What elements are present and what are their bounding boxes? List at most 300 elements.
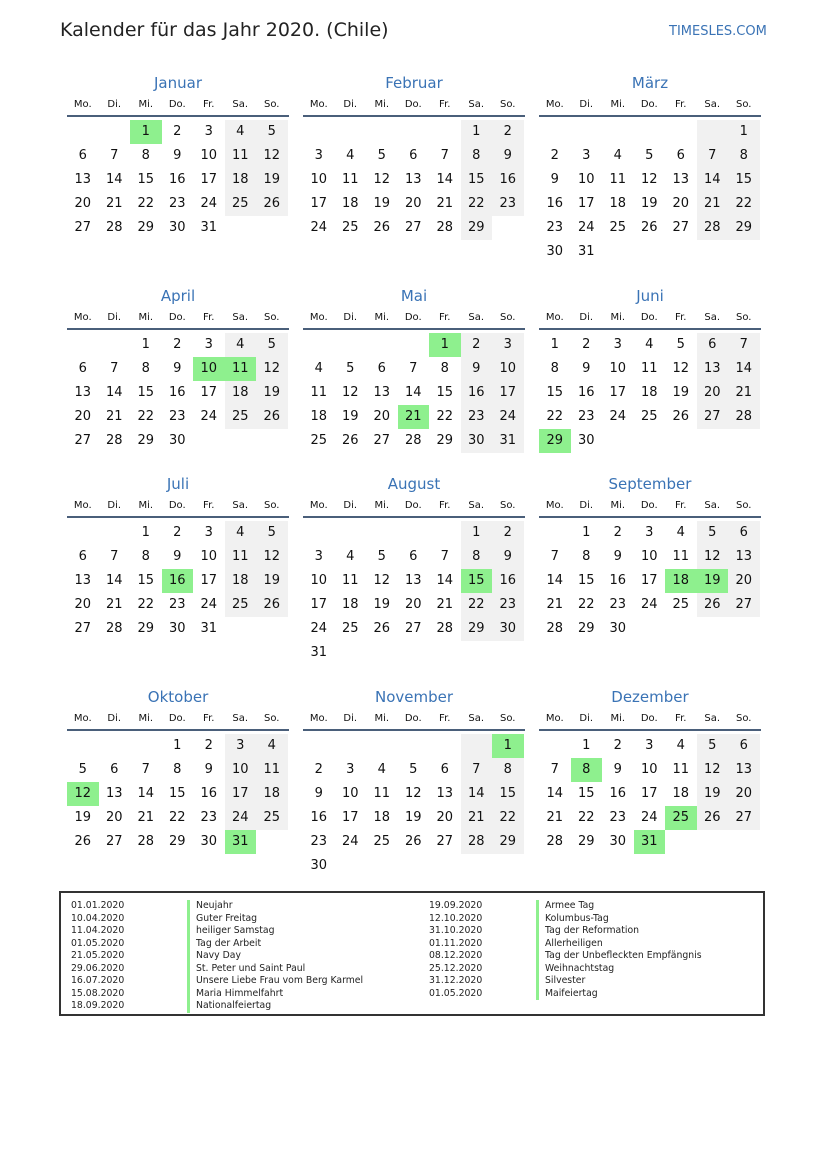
day-cell: 18 [609, 196, 627, 211]
weekday-label: Sa. [468, 312, 485, 323]
weekday-label: Sa. [704, 99, 721, 110]
day-cell: 12 [672, 361, 690, 376]
empty-cell [303, 521, 335, 545]
day-cell: 20 [74, 409, 92, 424]
day-cell: 28 [697, 216, 729, 240]
day-cell: 11 [672, 762, 690, 777]
weekday-label: Fr. [203, 500, 215, 511]
legend-holiday-name: Armee Tag [536, 900, 702, 913]
day-cell: 4 [676, 738, 685, 753]
day-cell: 4 [225, 333, 257, 357]
day-cell: 30 [168, 220, 186, 235]
month-name: Dezember [611, 688, 689, 706]
day-cell: 10 [200, 148, 218, 163]
day-cell: 1 [461, 521, 493, 545]
empty-cell [398, 333, 430, 357]
day-cell: 14 [546, 573, 564, 588]
day-cell: 5 [409, 762, 418, 777]
day-cell: 1 [728, 120, 760, 144]
day-cell: 12 [404, 786, 422, 801]
day-cell: 3 [492, 333, 524, 357]
day-cell: 30 [168, 621, 186, 636]
day-cell: 26 [404, 834, 422, 849]
day-cell: 18 [640, 385, 658, 400]
day-cell: 5 [697, 734, 729, 758]
day-cell: 10 [200, 549, 218, 564]
day-cell: 21 [436, 196, 454, 211]
day-cell: 13 [105, 786, 123, 801]
day-cell: 19 [697, 782, 729, 806]
day-cell: 26 [256, 405, 288, 429]
day-cell: 2 [550, 148, 559, 163]
empty-cell [130, 734, 162, 758]
day-cell: 11 [310, 385, 328, 400]
weekday-label: Mi. [374, 312, 390, 323]
day-cell: 1 [582, 525, 591, 540]
day-grid [67, 518, 289, 641]
day-cell: 13 [74, 573, 92, 588]
weekday-label: Mo. [309, 713, 328, 724]
day-cell: 6 [728, 521, 760, 545]
day-cell: 20 [404, 196, 422, 211]
day-cell: 24 [492, 405, 524, 429]
weekday-label: Sa. [468, 713, 485, 724]
day-cell: 2 [582, 337, 591, 352]
weekday-label: Mo. [309, 312, 328, 323]
day-cell: 7 [110, 361, 119, 376]
legend-holiday-name: Kolumbus-Tag [536, 913, 702, 926]
day-cell: 26 [256, 593, 288, 617]
day-cell: 15 [137, 385, 155, 400]
legend-holiday-name: St. Peter und Saint Paul [187, 963, 363, 976]
empty-cell [602, 120, 634, 144]
weekday-label: Mi. [610, 713, 626, 724]
legend-date: 08.12.2020 [429, 950, 483, 961]
day-cell: 15 [728, 168, 760, 192]
day-cell: 28 [436, 220, 454, 235]
day-cell: 6 [78, 549, 87, 564]
holiday-day-cell: 15 [461, 569, 493, 593]
day-cell: 25 [225, 192, 257, 216]
day-cell: 31 [577, 244, 595, 259]
holiday-day-cell: 19 [697, 569, 729, 593]
day-cell: 20 [373, 409, 391, 424]
legend-holiday-name: Maifeiertag [536, 988, 702, 1001]
day-cell: 9 [492, 545, 524, 569]
weekday-label: Fr. [439, 312, 451, 323]
day-grid [303, 330, 525, 453]
day-cell: 17 [577, 196, 595, 211]
legend-date: 01.05.2020 [71, 937, 125, 949]
day-cell: 24 [200, 196, 218, 211]
day-cell: 3 [645, 525, 654, 540]
day-cell: 24 [225, 806, 257, 830]
day-cell: 2 [173, 525, 182, 540]
day-cell: 23 [577, 409, 595, 424]
day-cell: 9 [314, 786, 323, 801]
day-cell: 9 [461, 357, 493, 381]
weekday-label: Mo. [73, 99, 92, 110]
day-cell: 28 [137, 834, 155, 849]
day-cell: 25 [640, 409, 658, 424]
day-cell: 6 [78, 361, 87, 376]
day-cell: 24 [341, 834, 359, 849]
day-cell: 23 [310, 834, 328, 849]
day-cell: 15 [577, 573, 595, 588]
weekday-label: Mi. [610, 99, 626, 110]
day-cell: 18 [310, 409, 328, 424]
day-cell: 19 [672, 385, 690, 400]
day-cell: 18 [341, 597, 359, 612]
day-cell: 30 [609, 834, 627, 849]
day-cell: 27 [74, 433, 92, 448]
day-cell: 12 [341, 385, 359, 400]
weekday-label: So. [264, 312, 280, 323]
day-cell: 18 [672, 786, 690, 801]
empty-cell [398, 734, 430, 758]
day-cell: 3 [314, 549, 323, 564]
day-cell: 28 [105, 621, 123, 636]
day-grid [303, 117, 525, 240]
day-cell: 8 [141, 549, 150, 564]
legend-holiday-name: Unsere Liebe Frau vom Berg Karmel [187, 975, 363, 988]
day-cell: 21 [137, 810, 155, 825]
weekday-label: Do. [404, 713, 422, 724]
month-name: Oktober [147, 688, 209, 706]
weekday-label: Di. [579, 312, 594, 323]
weekday-label: Di. [107, 99, 122, 110]
day-cell: 23 [546, 220, 564, 235]
holiday-day-cell: 21 [398, 405, 430, 429]
month-3 [539, 72, 761, 264]
weekday-label: Di. [107, 713, 122, 724]
day-cell: 23 [168, 597, 186, 612]
day-cell: 20 [672, 196, 690, 211]
weekday-label: Do. [168, 99, 186, 110]
day-cell: 13 [404, 573, 422, 588]
month-name: August [387, 475, 441, 493]
day-cell: 16 [609, 573, 627, 588]
brand-link[interactable]: TIMESLES.COM [669, 24, 767, 39]
holiday-day-cell: 29 [539, 429, 571, 453]
empty-cell [398, 521, 430, 545]
day-cell: 11 [341, 172, 359, 187]
legend-holiday-name: Tag der Reformation [536, 925, 702, 938]
day-cell: 27 [74, 621, 92, 636]
day-cell: 27 [105, 834, 123, 849]
day-cell: 8 [173, 762, 182, 777]
day-cell: 6 [377, 361, 386, 376]
day-cell: 20 [728, 782, 760, 806]
day-cell: 26 [256, 192, 288, 216]
day-cell: 28 [728, 405, 760, 429]
day-cell: 12 [697, 545, 729, 569]
weekday-label: Do. [168, 312, 186, 323]
day-cell: 3 [204, 337, 213, 352]
legend-right-names [536, 900, 702, 1000]
day-cell: 27 [74, 220, 92, 235]
day-cell: 23 [492, 593, 524, 617]
weekday-label: Mi. [374, 99, 390, 110]
weekday-header [303, 497, 525, 518]
legend-holiday-name: Navy Day [187, 950, 363, 963]
day-cell: 8 [461, 144, 493, 168]
day-cell: 8 [728, 144, 760, 168]
day-cell: 13 [404, 172, 422, 187]
weekday-label: So. [736, 99, 752, 110]
day-cell: 2 [461, 333, 493, 357]
day-cell: 10 [310, 573, 328, 588]
day-cell: 25 [310, 433, 328, 448]
day-cell: 21 [728, 381, 760, 405]
day-cell: 5 [256, 521, 288, 545]
month-12 [539, 686, 761, 854]
month-10 [67, 686, 289, 854]
day-cell: 17 [640, 786, 658, 801]
day-cell: 2 [492, 521, 524, 545]
day-cell: 14 [105, 385, 123, 400]
day-cell: 21 [105, 196, 123, 211]
legend-date: 21.05.2020 [71, 950, 125, 961]
day-cell: 5 [78, 762, 87, 777]
weekday-label: Fr. [439, 500, 451, 511]
weekday-header [539, 309, 761, 330]
day-cell: 28 [404, 433, 422, 448]
weekday-label: So. [736, 312, 752, 323]
empty-cell [67, 734, 99, 758]
legend-date: 01.01.2020 [71, 900, 125, 911]
day-cell: 11 [609, 172, 627, 187]
weekday-label: Sa. [704, 500, 721, 511]
day-cell: 10 [492, 357, 524, 381]
day-cell: 9 [492, 144, 524, 168]
day-cell: 14 [137, 786, 155, 801]
empty-cell [67, 120, 99, 144]
weekday-label: Di. [579, 500, 594, 511]
day-cell: 14 [546, 786, 564, 801]
day-cell: 29 [577, 834, 595, 849]
month-9 [539, 473, 761, 641]
day-cell: 13 [436, 786, 454, 801]
day-cell: 28 [546, 621, 564, 636]
day-cell: 21 [436, 597, 454, 612]
day-cell: 21 [697, 192, 729, 216]
day-cell: 22 [577, 810, 595, 825]
weekday-label: Do. [640, 500, 658, 511]
day-cell: 19 [640, 196, 658, 211]
day-cell: 23 [492, 192, 524, 216]
day-cell: 3 [346, 762, 355, 777]
weekday-label: Mi. [610, 500, 626, 511]
day-cell: 10 [225, 758, 257, 782]
day-cell: 4 [225, 120, 257, 144]
weekday-label: Mo. [545, 713, 564, 724]
day-cell: 3 [204, 525, 213, 540]
weekday-label: Fr. [439, 99, 451, 110]
day-cell: 14 [728, 357, 760, 381]
day-cell: 16 [200, 786, 218, 801]
weekday-header [67, 96, 289, 117]
empty-cell [335, 333, 367, 357]
weekday-label: Do. [168, 713, 186, 724]
day-cell: 6 [440, 762, 449, 777]
day-cell: 5 [346, 361, 355, 376]
day-cell: 25 [373, 834, 391, 849]
day-cell: 30 [310, 858, 328, 873]
day-cell: 6 [409, 148, 418, 163]
day-cell: 17 [609, 385, 627, 400]
day-cell: 3 [582, 148, 591, 163]
day-cell: 8 [550, 361, 559, 376]
empty-cell [697, 120, 729, 144]
weekday-label: Sa. [232, 500, 249, 511]
day-cell: 13 [74, 385, 92, 400]
legend-left-dates [71, 900, 124, 1013]
empty-cell [539, 734, 571, 758]
legend-date: 15.08.2020 [71, 987, 125, 999]
day-cell: 19 [341, 409, 359, 424]
day-cell: 8 [492, 758, 524, 782]
day-cell: 16 [577, 385, 595, 400]
day-cell: 27 [404, 220, 422, 235]
day-cell: 8 [141, 361, 150, 376]
day-cell: 27 [436, 834, 454, 849]
holiday-day-cell: 10 [193, 357, 225, 381]
day-cell: 11 [640, 361, 658, 376]
weekday-label: So. [264, 713, 280, 724]
day-cell: 5 [256, 120, 288, 144]
day-cell: 25 [341, 621, 359, 636]
day-cell: 29 [461, 617, 493, 641]
day-cell: 29 [137, 621, 155, 636]
day-cell: 4 [645, 337, 654, 352]
day-cell: 24 [200, 597, 218, 612]
day-cell: 15 [546, 385, 564, 400]
day-cell: 7 [550, 762, 559, 777]
empty-cell [366, 521, 398, 545]
legend-holiday-name: Tag der Unbefleckten Empfängnis [536, 950, 702, 963]
day-cell: 19 [256, 569, 288, 593]
day-cell: 17 [200, 172, 218, 187]
day-cell: 18 [256, 782, 288, 806]
weekday-label: Mi. [610, 312, 626, 323]
legend-date: 01.05.2020 [429, 987, 483, 999]
day-cell: 22 [461, 192, 493, 216]
empty-cell [665, 120, 697, 144]
day-cell: 5 [645, 148, 654, 163]
day-cell: 27 [672, 220, 690, 235]
day-cell: 27 [728, 806, 760, 830]
weekday-header [539, 497, 761, 518]
day-cell: 24 [310, 621, 328, 636]
day-cell: 23 [168, 409, 186, 424]
day-cell: 6 [78, 148, 87, 163]
day-cell: 2 [613, 525, 622, 540]
day-cell: 7 [409, 361, 418, 376]
day-cell: 26 [74, 834, 92, 849]
day-cell: 10 [640, 762, 658, 777]
day-cell: 9 [173, 549, 182, 564]
weekday-label: Fr. [675, 713, 687, 724]
weekday-label: Mo. [73, 500, 92, 511]
weekday-label: So. [264, 99, 280, 110]
day-cell: 28 [461, 830, 493, 854]
empty-cell [67, 333, 99, 357]
day-cell: 19 [404, 810, 422, 825]
legend-holiday-name: Nationalfeiertag [187, 1000, 363, 1013]
day-cell: 30 [609, 621, 627, 636]
day-cell: 5 [256, 333, 288, 357]
day-cell: 26 [640, 220, 658, 235]
weekday-label: So. [500, 713, 516, 724]
day-cell: 12 [256, 357, 288, 381]
day-cell: 12 [256, 545, 288, 569]
day-cell: 20 [74, 196, 92, 211]
weekday-label: Mo. [545, 99, 564, 110]
weekday-label: Fr. [439, 713, 451, 724]
weekday-label: Di. [579, 99, 594, 110]
holiday-day-cell: 11 [225, 357, 257, 381]
day-cell: 17 [341, 810, 359, 825]
legend-date: 11.04.2020 [71, 925, 125, 936]
day-cell: 10 [341, 786, 359, 801]
legend-right-dates [429, 900, 482, 1000]
day-cell: 26 [697, 806, 729, 830]
weekday-label: Sa. [704, 713, 721, 724]
day-cell: 7 [110, 549, 119, 564]
day-cell: 26 [341, 433, 359, 448]
month-5 [303, 285, 525, 453]
day-cell: 20 [404, 597, 422, 612]
day-cell: 24 [310, 220, 328, 235]
empty-cell [429, 521, 461, 545]
day-cell: 2 [173, 124, 182, 139]
day-cell: 6 [697, 333, 729, 357]
day-cell: 19 [256, 168, 288, 192]
empty-cell [303, 120, 335, 144]
day-grid [303, 518, 525, 665]
day-cell: 2 [492, 120, 524, 144]
day-cell: 5 [377, 549, 386, 564]
legend-date: 31.10.2020 [429, 925, 483, 936]
day-cell: 22 [137, 597, 155, 612]
day-cell: 17 [640, 573, 658, 588]
legend-date: 19.09.2020 [429, 900, 483, 911]
day-cell: 12 [256, 144, 288, 168]
day-cell: 1 [173, 738, 182, 753]
weekday-label: Di. [107, 500, 122, 511]
weekday-header [303, 96, 525, 117]
day-cell: 20 [105, 810, 123, 825]
weekday-label: Fr. [203, 99, 215, 110]
legend-holiday-name: Maria Himmelfahrt [187, 988, 363, 1001]
day-cell: 29 [728, 216, 760, 240]
empty-cell [99, 333, 131, 357]
day-grid [67, 117, 289, 240]
weekday-label: Mo. [545, 312, 564, 323]
month-8 [303, 473, 525, 665]
day-cell: 25 [672, 597, 690, 612]
empty-cell [335, 521, 367, 545]
day-cell: 28 [546, 834, 564, 849]
day-grid [539, 518, 761, 641]
day-cell: 9 [173, 148, 182, 163]
day-cell: 8 [440, 361, 449, 376]
day-cell: 20 [74, 597, 92, 612]
day-cell: 15 [436, 385, 454, 400]
legend-date: 18.09.2020 [71, 1000, 125, 1011]
empty-cell [99, 734, 131, 758]
